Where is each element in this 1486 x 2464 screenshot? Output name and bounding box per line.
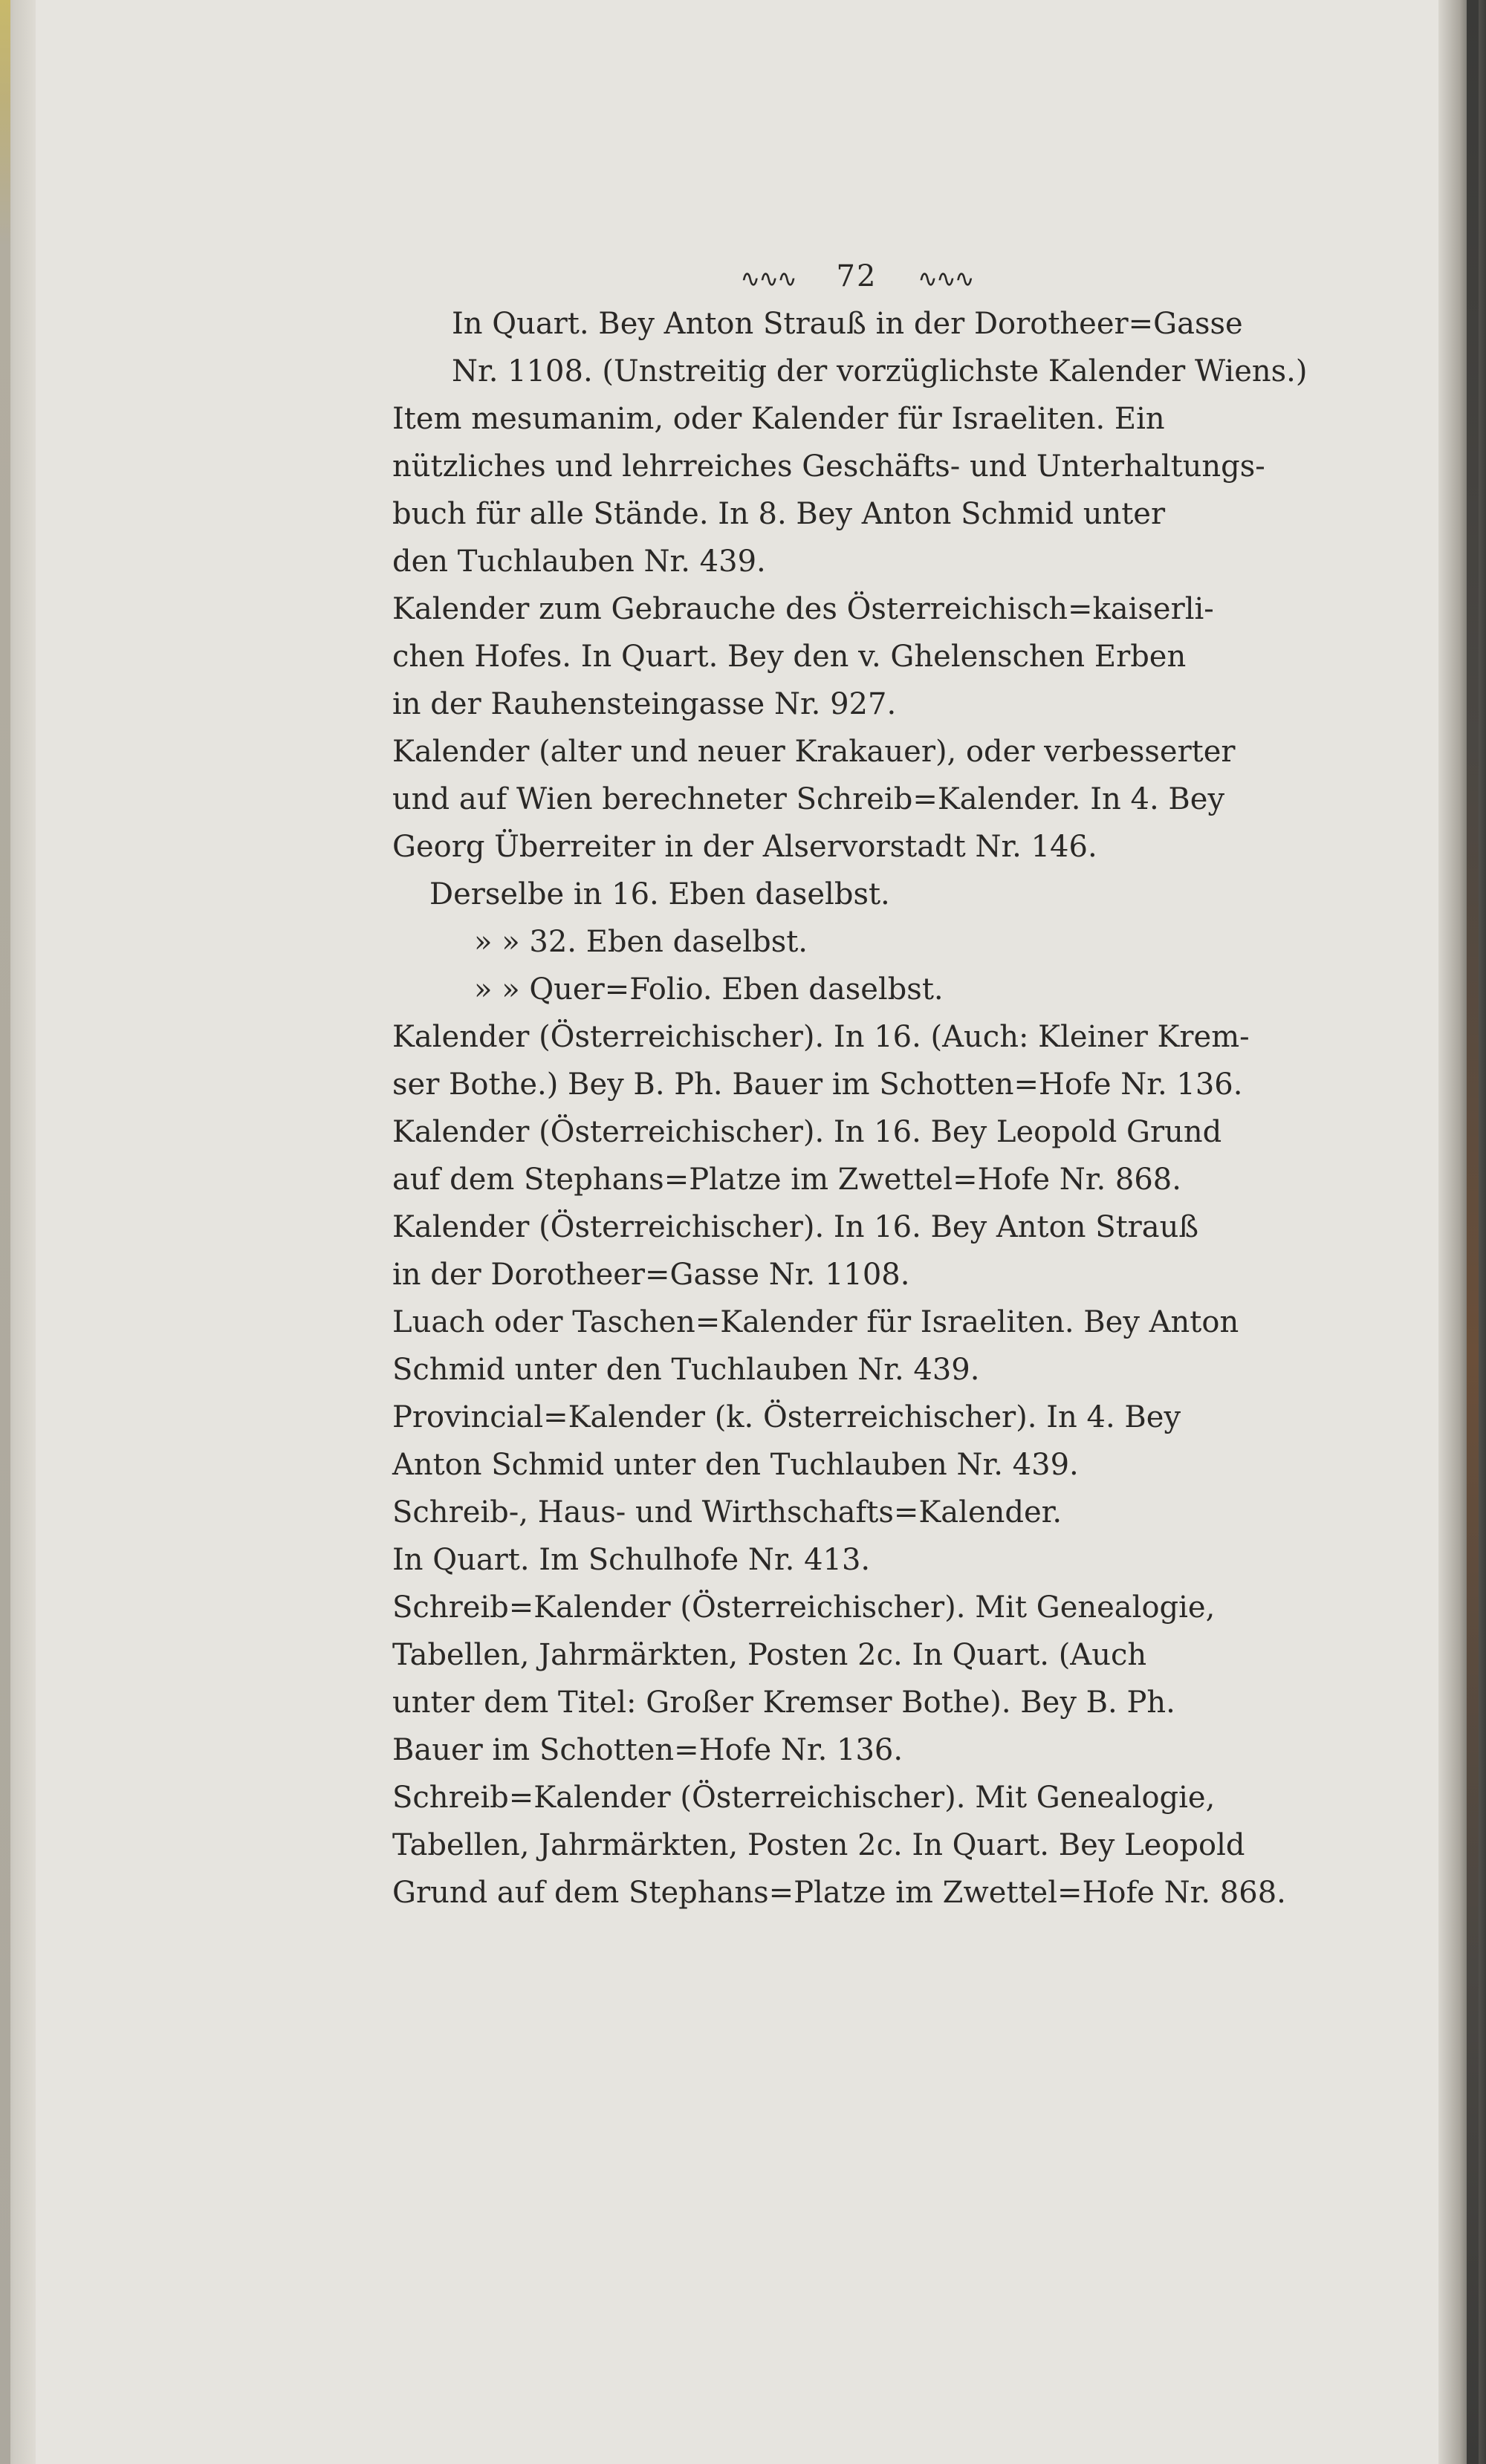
entry-line: chen Hofes. In Quart. Bey den v. Ghelenschen Erben	[392, 640, 1187, 674]
entry-line: Kalender (alter und neuer Krakauer), oder verbesserter	[392, 735, 1236, 769]
entry-line: auf dem Stephans=Platze im Zwettel=Hofe Nr. 868.	[392, 1163, 1181, 1197]
entry-line: » » Quer=Folio. Eben daselbst.	[474, 972, 944, 1007]
entry-line: Kalender (Österreichischer). In 16. Bey Leopold Grund	[392, 1115, 1222, 1149]
entry-line: Schreib-, Haus- und Wirthschafts=Kalender.	[392, 1495, 1062, 1530]
entry-line: Georg Überreiter in der Alservorstadt Nr. 146.	[392, 830, 1097, 864]
entry-kalender-krakauer	[392, 728, 1418, 871]
entry-line: Kalender (Österreichischer). In 16. Bey Anton Strauß	[392, 1210, 1199, 1244]
entry-line: Tabellen, Jahrmärkten, Posten 2c. In Quart. Bey Leopold	[392, 1828, 1245, 1862]
entry-line: den Tuchlauben Nr. 439.	[392, 545, 766, 579]
ornament-left-icon: ∿∿∿	[740, 264, 796, 293]
entry-line: ser Bothe.) Bey B. Ph. Bauer im Schotten=Hofe Nr. 136.	[392, 1067, 1243, 1102]
entry-line: Derselbe in 16. Eben daselbst.	[429, 877, 890, 911]
text-block	[392, 253, 1418, 1917]
entry-provincial-kalender	[392, 1394, 1418, 1489]
ornament-right-icon: ∿∿∿	[918, 264, 973, 293]
entry-line: In Quart. Im Schulhofe Nr. 413.	[392, 1543, 871, 1577]
entry-kalender-bauer	[392, 1013, 1418, 1108]
entry-line: Schreib=Kalender (Österreichischer). Mit Genealogie,	[392, 1781, 1216, 1815]
entry-line: In Quart. Bey Anton Strauß in der Dorotheer=Gasse	[452, 307, 1243, 341]
entry-line: Kalender (Österreichischer). In 16. (Auch: Kleiner Krem-	[392, 1020, 1250, 1054]
entry-kalender-hofes	[392, 585, 1418, 728]
entry-kalender-strauss	[392, 1203, 1418, 1298]
entry-line: Luach oder Taschen=Kalender für Israeliten. Bey Anton	[392, 1305, 1239, 1339]
entry-continuation	[392, 300, 1418, 395]
entry-line: Tabellen, Jahrmärkten, Posten 2c. In Quart. (Auch	[392, 1638, 1147, 1672]
page-sheet	[36, 0, 1438, 2464]
entry-line: nützliches und lehrreiches Geschäfts- und Unterhaltungs-	[392, 449, 1265, 484]
entry-line: Provincial=Kalender (k. Österreichischer). In 4. Bey	[392, 1400, 1181, 1434]
entry-line: Kalender zum Gebrauche des Österreichisch=kaiserli-	[392, 592, 1214, 626]
entry-luach	[392, 1298, 1418, 1394]
entry-line: Nr. 1108. (Unstreitig der vorzüglichste Kalender Wiens.)	[452, 354, 1308, 389]
entry-schreib-kalender-grund	[392, 1774, 1418, 1917]
entry-derselbe-folio	[392, 966, 1418, 1013]
entry-line: » » 32. Eben daselbst.	[474, 925, 808, 959]
entry-schreib-kalender-bauer	[392, 1584, 1418, 1774]
entry-schreib-haus-kalender	[392, 1489, 1418, 1584]
entry-line: Grund auf dem Stephans=Platze im Zwettel=Hofe Nr. 868.	[392, 1876, 1286, 1910]
entry-derselbe	[392, 871, 1418, 918]
entry-derselbe-32	[392, 918, 1418, 966]
entry-line: buch für alle Stände. In 8. Bey Anton Schmid unter	[392, 497, 1166, 531]
entry-line: und auf Wien berechneter Schreib=Kalender. In 4. Bey	[392, 782, 1225, 816]
entry-line: unter dem Titel: Großer Kremser Bothe). Bey B. Ph.	[392, 1686, 1175, 1720]
entry-line: in der Dorotheer=Gasse Nr. 1108.	[392, 1258, 910, 1292]
entry-item-mesumanim	[392, 395, 1418, 585]
entry-line: Item mesumanim, oder Kalender für Israeliten. Ein	[392, 402, 1165, 436]
entry-kalender-grund	[392, 1108, 1418, 1203]
entry-line: Schmid unter den Tuchlauben Nr. 439.	[392, 1353, 980, 1387]
page-number: 72	[836, 259, 877, 293]
entry-line: Schreib=Kalender (Österreichischer). Mit Genealogie,	[392, 1590, 1216, 1625]
page-edge-right	[1438, 0, 1486, 2464]
page-header	[296, 253, 1418, 300]
binding-right	[1467, 0, 1479, 2464]
entry-line: in der Rauhensteingasse Nr. 927.	[392, 687, 897, 721]
entry-line: Anton Schmid unter den Tuchlauben Nr. 439.	[392, 1448, 1079, 1482]
entry-line: Bauer im Schotten=Hofe Nr. 136.	[392, 1733, 903, 1767]
binding-strip-left	[0, 0, 10, 2464]
